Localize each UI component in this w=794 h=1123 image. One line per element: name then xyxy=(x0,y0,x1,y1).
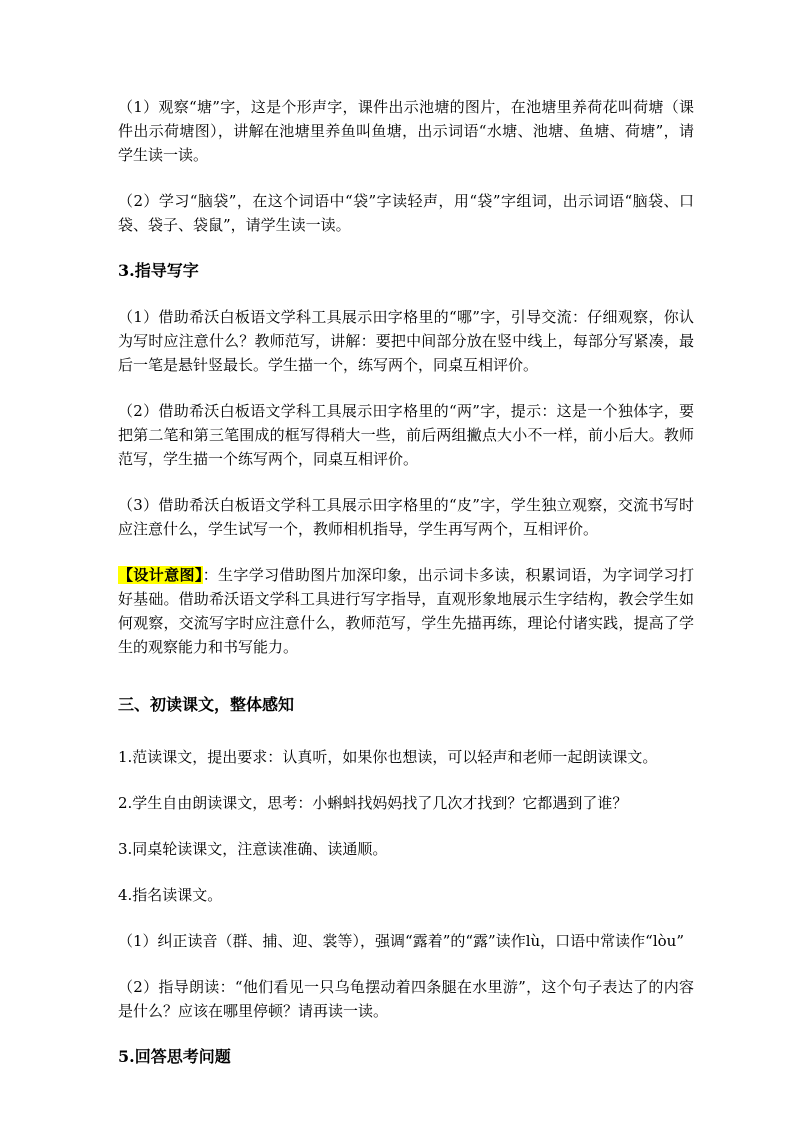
paragraph-tang-character: （1）观察“塘”字，这是个形声字，课件出示池塘的图片，在池塘里养荷花叫荷塘（课件出示荷塘图），讲解在池塘里养鱼叫鱼塘，出示词语“水塘、池塘、鱼塘、荷塘”，请学生读一读。 xyxy=(118,98,694,164)
step-model-reading: 1.范读课文，提出要求：认真听，如果你也想读，可以轻声和老师一起朗读课文。 xyxy=(118,748,658,766)
paragraph-naodai-word: （2）学习“脑袋”，在这个词语中“袋”字读轻声，用“袋”字组词，出示词语“脑袋、口袋、袋子、袋鼠”，请学生读一读。 xyxy=(118,192,694,234)
step-partner-reading: 3.同桌轮读课文，注意读准确、读通顺。 xyxy=(118,840,388,858)
paragraph-pi-character: （3）借助希沃白板语文学科工具展示田字格里的“皮”字，学生独立观察，交流书写时应注意什么，学生试写一个，教师相机指导，学生再写两个，互相评价。 xyxy=(118,496,694,538)
substep-reading-guidance: （2）指导朗读：“他们看见一只乌龟摆动着四条腿在水里游”，这个句子表达了的内容是什么？应该在哪里停顿？请再读一读。 xyxy=(118,978,694,1020)
section-title-first-reading: 三、初读课文，整体感知 xyxy=(118,695,295,714)
step-free-reading: 2.学生自由朗读课文，思考：小蝌蚪找妈妈找了几次才找到？它都遇到了谁？ xyxy=(118,794,628,812)
substep-pronunciation: （1）纠正读音（群、捕、迎、裳等），强调“露着”的“露”读作lù，口语中常读作“lòu” xyxy=(118,932,685,950)
step-answer-questions: 5.回答思考问题 xyxy=(118,1047,231,1066)
design-intent-text: ：生字学习借助图片加深印象，出示词卡多读，积累词语，为字词学习打好基础。借助希沃语文学科工具进行写字指导，直观形象地展示生字结构，教会学生如何观察，交流写字时应注意什么，教师范写，学生先描再练，理论付诸实践，提高了学生的观察能力和书写能力。 xyxy=(118,566,694,656)
step-named-reading: 4.指名读课文。 xyxy=(118,886,223,904)
heading-writing-guidance: 3.指导写字 xyxy=(118,261,199,280)
paragraph-design-intent xyxy=(118,563,694,659)
paragraph-na-character: （1）借助希沃白板语文学科工具展示田字格里的“哪”字，引导交流：仔细观察，你认为写时应注意什么？教师范写，讲解：要把中间部分放在竖中线上，每部分写紧凑，最后一笔是悬针竖最长。学生描一个，练写两个，同桌互相评价。 xyxy=(118,308,694,374)
design-intent-label: 【设计意图】 xyxy=(118,566,203,584)
paragraph-liang-character: （2）借助希沃白板语文学科工具展示田字格里的“两”字，提示：这是一个独体字，要把第二笔和第三笔围成的框写得稍大一些，前后两组撇点大小不一样，前小后大。教师范写，学生描一个练写两个，同桌互相评价。 xyxy=(118,402,694,468)
